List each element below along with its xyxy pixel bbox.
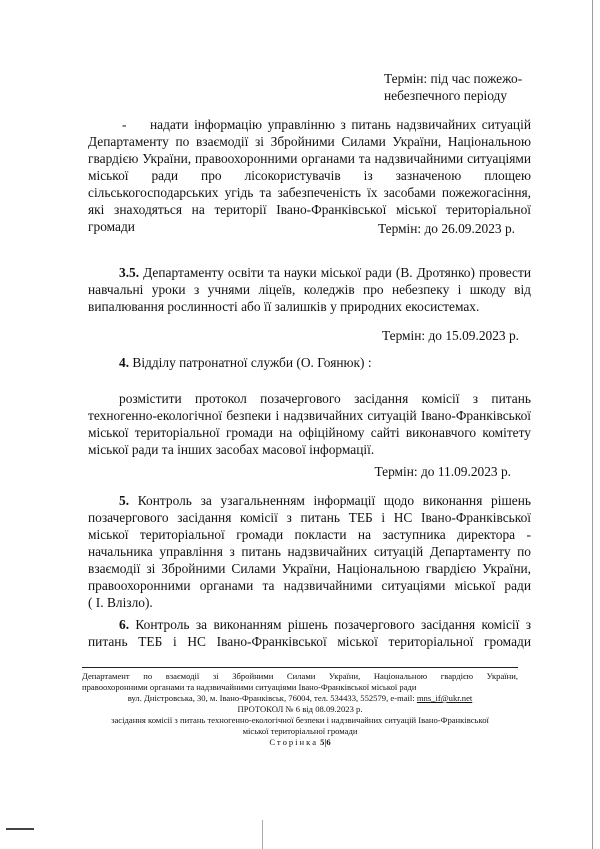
item-5-line-4: взаємодії зі Збройними Силами України, Національною гвардією України, xyxy=(88,561,531,576)
item-5-line-5: правоохоронними органами та надзвичайними ситуаціями міської ради xyxy=(88,578,531,593)
item-3-5-number: 3.5. xyxy=(119,265,140,280)
scan-mark xyxy=(6,828,34,830)
item-5 xyxy=(88,492,531,611)
item-info-line-2: гвардією України, правоохоронними органами та надзвичайними ситуаціями xyxy=(88,151,531,166)
item-6-number: 6. xyxy=(119,617,130,632)
item-3-5-line-2: випалювання рослинності або її залишків у природних екосистемах. xyxy=(88,299,480,314)
footer-page-word: Сторінка xyxy=(269,737,319,747)
footer-page xyxy=(82,737,518,748)
item-5-line-0: 5. Контроль за узагальненням інформації щодо виконання рішень xyxy=(119,493,531,508)
item-5-number: 5. xyxy=(119,493,130,508)
item-5-line-6: ( І. Влізло). xyxy=(88,595,153,610)
item-3-5-deadline: Термін: до 15.09.2023 р. xyxy=(381,328,519,343)
item-4-number: 4. xyxy=(119,355,130,370)
footer-page-number: 5|6 xyxy=(320,737,331,747)
item-4-line-1: техногенно-екологічної безпеки і надзвичайних ситуацій Івано-Франківської xyxy=(88,408,531,423)
footer-address: вул. Дністровська, 30, м. Івано-Франківськ, 76004, тел. 534433, 552579, e-mail: mns_if@ukr.net xyxy=(127,693,473,703)
item-info-line-3: міської ради про лісокористувачів із зазначеною площею xyxy=(88,168,531,183)
item-info-line-4: сільськогосподарських угідь та забезпеченість їх засобами пожежогасіння, xyxy=(88,185,531,200)
item-3-5 xyxy=(88,264,531,315)
top-deadline-line2: небезпечного періоду xyxy=(384,88,508,103)
footer-line-1: Департамент по взаємодії зі Збройними Силами України, Національною гвардією України, xyxy=(82,671,518,681)
top-deadline xyxy=(384,70,544,104)
item-6-line-1: питань ТЕБ і НС Івано-Франківської міської територіальної громади xyxy=(88,634,531,649)
item-4-heading: Відділу патронатної служби (О. Гоянюк) : xyxy=(132,355,372,370)
footer xyxy=(82,671,518,748)
item-4-line-0: розмістити протокол позачергового засідання комісії з питань xyxy=(119,391,531,406)
item-info-line-5: які знаходяться на території Івано-Франківської міської територіальної xyxy=(88,202,531,217)
item-info-dash: - xyxy=(122,117,127,132)
item-6 xyxy=(88,616,531,650)
item-4-line-2: міської територіальної громади на офіційному сайті виконавчого комітету xyxy=(88,425,531,440)
item-5-line-2: міської територіальної громади покласти на заступника директора - xyxy=(88,527,531,542)
footer-line-2: правоохоронними органами та надзвичайними ситуаціями Івано-Франківської міської ради xyxy=(82,682,417,692)
fold-line xyxy=(262,820,263,849)
item-info-deadline: Термін: до 26.09.2023 р. xyxy=(377,221,515,236)
item-info-line-6: громади xyxy=(88,219,135,234)
item-3-5-line-1: навчальні уроки з учнями ліцеїв, коледжів про небезпеку і шкоду від xyxy=(88,282,531,297)
item-4-heading-row xyxy=(119,354,519,371)
top-deadline-line1: Термін: під час пожежо- xyxy=(384,71,523,86)
item-4-line-3: міської ради та інших засобах масової інформації. xyxy=(88,442,375,457)
footer-divider xyxy=(82,667,518,668)
scan-border xyxy=(592,0,593,849)
item-info xyxy=(88,116,531,235)
item-3-5-line-0: 3.5. Департаменту освіти та науки міської ради (В. Дротянко) провести xyxy=(119,265,531,280)
item-6-line-0: 6. Контроль за виконанням рішень позачергового засідання комісії з xyxy=(119,617,531,632)
footer-email-link[interactable]: mns_if@ukr.net xyxy=(416,693,473,703)
footer-line-5: міської територіальної громади xyxy=(242,726,358,736)
item-info-line-1: Департаменту по взаємодії зі Збройними Силами України, Національною xyxy=(88,134,531,149)
item-4-deadline: Термін: до 11.09.2023 р. xyxy=(374,464,511,479)
footer-protocol: ПРОТОКОЛ № 6 від 08.09.2023 р. xyxy=(237,704,363,714)
item-info-line-0: - надати інформацію управлінню з питань надзвичайних ситуацій xyxy=(122,117,531,132)
item-5-line-3: начальника управління з питань надзвичайних ситуацій Департаменту по xyxy=(88,544,531,559)
item-4-body xyxy=(88,390,531,458)
footer-line-4: засідання комісії з питань техногенно-екологічної безпеки і надзвичайних ситуацій Івано-Франківської xyxy=(111,715,489,725)
item-5-line-1: позачергового засідання комісії з питань ТЕБ і НС Івано-Франківської xyxy=(88,510,531,525)
